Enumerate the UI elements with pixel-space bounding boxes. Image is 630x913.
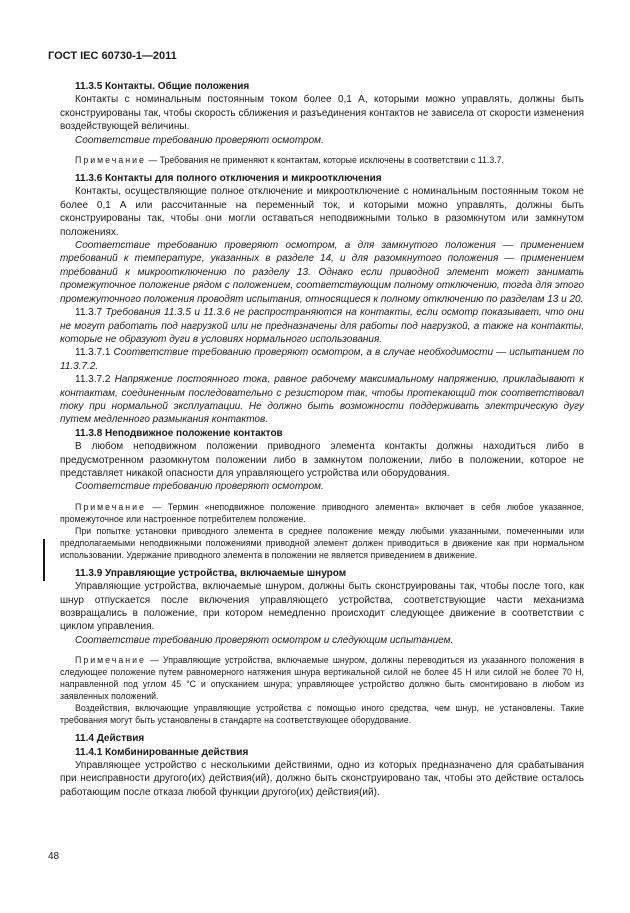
clause-text: Напряжение постоянного тока, равное рабочему максимальному напряжению, прикладывают к контактам, соединенным последовательно с резистором так, чтобы протекающий ток соответствовал току при нормальной эксплуатации. Не должно быть возможности поддерживать электрическую дугу путем медленного размыкания контактов. <box>60 374 584 426</box>
paragraph-11-4-1: Управляющее устройство с несколькими действиями, одно из которых предназначено для срабатывания при неисправности другого(их) действия(ий), должно быть сконструировано так, чтобы это действие осталось работающим после отказа любой функции другого(их) действия(ий). <box>60 760 584 798</box>
clause-number: 11.3.7.1 <box>75 347 111 359</box>
heading-11-3-5: 11.3.5 Контакты. Общие положения <box>75 81 250 92</box>
heading-11-3-6: 11.3.6 Контакты для полного отключения и микроотключения <box>75 173 382 185</box>
note-11-3-8-continued: При попытке установки приводного элемента в среднее положение между любыми указанными, помеченными или предполагаемыми неподвижными положениями приводной элемент должен приводиться в движение как при нормальном использовании. Удержание приводного элемента в положении не является приведением в движение. <box>60 525 584 560</box>
heading-11-4-1: 11.4.1 Комбинированные действия <box>75 746 249 758</box>
clause-number: 11.3.7.2 <box>75 374 111 386</box>
page-number: 48 <box>48 851 60 862</box>
clause-text: Соответствие требованию проверяют осмотром, а в случае необходимости — испытанием по 11.3.7.2. <box>60 347 584 372</box>
note-text: — Термин «неподвижное положение приводного элемента» включает в себя любое указанное, промежуточное или настроенное потребителем положение. <box>60 501 584 524</box>
paragraph-11-3-6: Контакты, осуществляющие полное отключение и микроотключение с номинальным постоянным током не более 0,1 А или рассчитанные на переменный ток, и которыми можно управлять, должны быть сконструированы так, чтобы они могли оставаться неподвижными только в разомкнутом или замкнутом положениях. <box>60 186 584 238</box>
note-11-3-5 <box>60 154 584 166</box>
note-11-3-9-continued: Воздействия, включающие управляющие устройства с помощью иного средства, чем шнур, не установлены. Такие требования могут быть установлены в стандарте на соответствующее оборудование. <box>60 703 584 726</box>
paragraph-11-3-7-1 <box>60 346 584 373</box>
note-11-3-8 <box>60 501 584 525</box>
heading-11-3-8: 11.3.8 Неподвижное положение контактов <box>75 427 283 439</box>
compliance-11-3-9: Соответствие требованию проверяют осмотром и следующим испытанием. <box>75 634 454 646</box>
compliance-11-3-5: Соответствие требованию проверяют осмотром. <box>75 134 324 146</box>
clause-text: Требования 11.3.5 и 11.3.6 не распространяются на контакты, если осмотр показывает, что они не могут работать под нагрузкой или не предназначены для работы под нагрузкой, а также на контакты, которые не образуют дуги в условиях нормального использования. <box>60 307 584 345</box>
heading-11-4: 11.4 Действия <box>75 733 145 745</box>
clause-number: 11.3.7 <box>75 307 103 319</box>
note-label: Примечание <box>75 501 146 512</box>
note-label: Примечание <box>75 155 146 166</box>
paragraph-11-3-9: Управляющие устройства, включаемые шнуром, должны быть сконструированы так, чтобы после того, как шнур отпускается после включения управляющего устройства, соответствующие части механизма возвращались в положение, при котором немедленно происходит следующее движение в соответствии с циклом управления. <box>60 581 584 633</box>
paragraph-11-3-5: Контакты с номинальным постоянным током более 0,1 А, которыми можно управлять, должны быть сконструированы так, чтобы скорость сближения и разъединения контактов не зависела от скорости изменения воздействующей величины. <box>60 94 584 133</box>
change-bar <box>43 539 45 581</box>
compliance-11-3-6: Соответствие требованию проверяют осмотром, а для замкнутого положения — применением требований к температуре, указанных в разделе 14, и для разомкнутого положения — применением требований к микроотключению по разделу 13. Однако если приводной элемент может занимать промежуточное положение рядом с положением, соответствующим полному отключению, тогда для этого промежуточного положения проводят испытания, относящиеся к полному отключению по разделам 13 и 20. <box>60 240 584 305</box>
paragraph-11-3-7 <box>60 306 584 346</box>
paragraph-11-3-8: В любом неподвижном положении приводного элемента контакты должны находиться либо в предусмотренном разомкнутом положении либо в замкнутом положении, либо в положении, которое не представляет никакой опасности для управляющего устройства или оборудования. <box>60 441 584 479</box>
compliance-11-3-8: Соответствие требованию проверяют осмотром. <box>75 481 324 493</box>
note-text: — Управляющие устройства, включаемые шнуром, должны переводиться из указанного положения в следующее положение путем равномерного натяжения шнура вертикальной силой не более 45 Н или силой не более 70 Н, направленной под углом 45 °С и опусканием шнура; управляющее устройство должно быть смонтировано в любом из заявленных положений. <box>60 655 584 702</box>
note-text: — Требования не применяют к контактам, которые исключены в соответствии с 11.3.7. <box>145 155 504 166</box>
paragraph-11-3-7-2 <box>60 373 584 427</box>
page-content <box>60 80 584 799</box>
note-label: Примечание <box>75 655 146 666</box>
document-header: ГОСТ IEC 60730-1—2011 <box>48 50 177 62</box>
heading-11-3-9: 11.3.9 Управляющие устройства, включаемые шнуром <box>75 567 347 579</box>
note-11-3-9 <box>60 654 584 702</box>
